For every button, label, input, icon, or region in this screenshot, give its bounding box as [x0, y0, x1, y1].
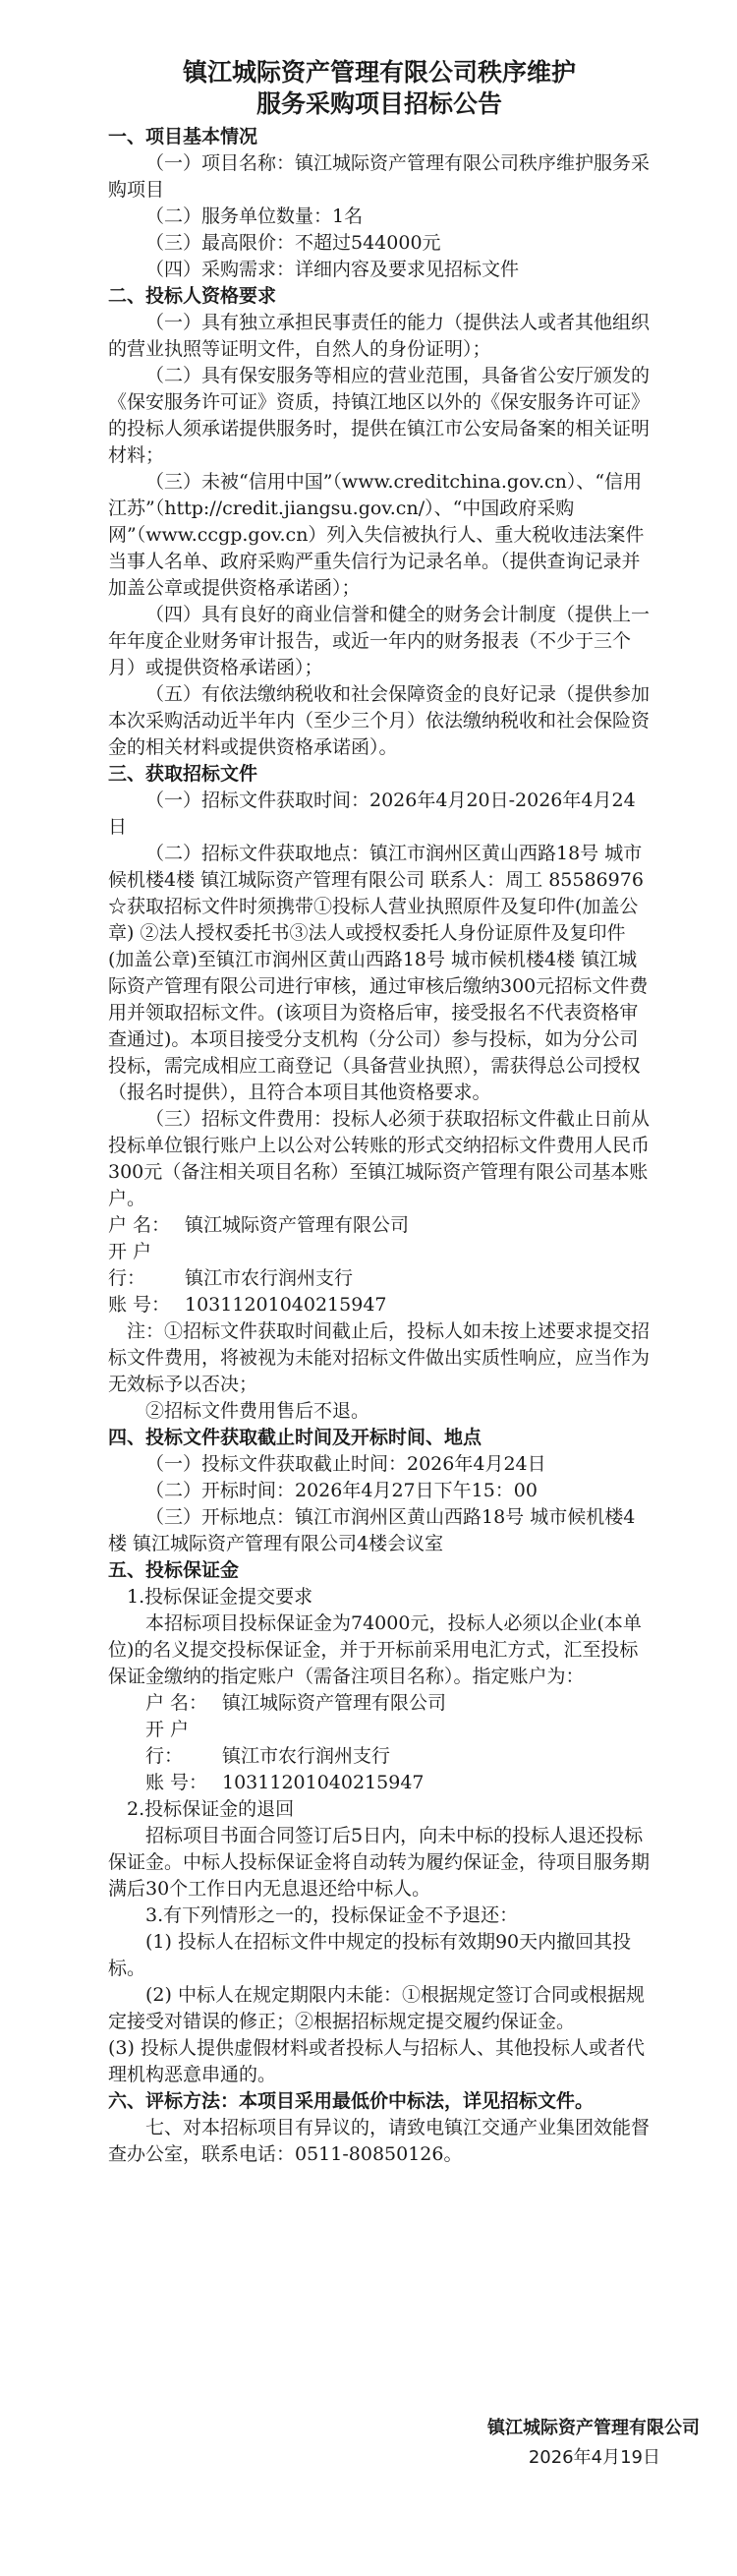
- section-7-objection: 七、对本招标项目有异议的，请致电镇江交通产业集团效能督查办公室，联系电话：0511-80850126。: [108, 2117, 651, 2165]
- deposit-subheading-1: 1.投标保证金提交要求: [127, 1586, 313, 1608]
- procurement-needs: （四）采购需求：详细内容及要求见招标文件: [145, 259, 520, 280]
- section-4-heading: 四、投标文件获取截止时间及开标时间、地点: [108, 1427, 482, 1448]
- signature-org: 镇江城际资产管理有限公司: [487, 2418, 700, 2438]
- qualification-3: （三）未被“信用中国”（www.creditchina.gov.cn）、“信用江苏”（http://credit.jiangsu.gov.cn/）、“中国政府采购网”（www.ccgp.gov.cn）列入失信被执行人、重大税收违法案件当事人名单、政府采购严重失信行为记录名单。（提供查询记录并加盖公章或提供资格承诺函）；: [108, 471, 645, 599]
- document-obtain-place: （二）招标文件获取地点：镇江市润州区黄山西路18号 城市候机楼4楼 镇江城际资产管理有限公司 联系人：周工 85586976: [108, 843, 644, 891]
- fee-account-bank-value: 镇江市农行润州支行: [185, 1267, 354, 1289]
- section-2-heading: 二、投标人资格要求: [108, 285, 277, 307]
- forfeit-condition-3: (3) 投标人提供虚假材料或者投标人与招标人、其他投标人或者代理机构恶意串通的。: [108, 2037, 645, 2085]
- qualification-1: （一）具有独立承担民事责任的能力（提供法人或者其他组织的营业执照等证明文件，自然人的身份证明）；: [108, 312, 651, 360]
- deposit-account-bank-value: 镇江市农行润州支行: [222, 1745, 391, 1767]
- opening-place: （三）开标地点：镇江市润州区黄山西路18号 城市候机楼4楼 镇江城际资产管理有限公司4楼会议室: [108, 1506, 636, 1554]
- fee-account-bank: [108, 1239, 651, 1292]
- fee-account-number: [108, 1292, 651, 1318]
- deposit-account-bank-label: 开 户 行：: [145, 1719, 190, 1767]
- section-3-heading: 三、获取招标文件: [108, 763, 258, 785]
- signature-date: 2026年4月19日: [528, 2447, 660, 2468]
- section-6-evaluation: 六、评标方法：本项目采用最低价中标法，详见招标文件。: [108, 2090, 595, 2112]
- deposit-account-number-value: 10311201040215947: [222, 1772, 425, 1793]
- document-fee: （三）招标文件费用：投标人必须于获取招标文件截止日前从投标单位银行账户上以公对公转账的形式交纳招标文件费用人民币300元（备注相关项目名称）至镇江城际资产管理有限公司基本账户。: [108, 1108, 651, 1209]
- page-title: [108, 57, 651, 120]
- fee-account-bank-label: 开 户 行：: [108, 1241, 152, 1289]
- fee-account-number-label: 账 号：: [108, 1294, 171, 1316]
- obtain-requirements-note: ☆获取招标文件时须携带①投标人营业执照原件及复印件(加盖公章) ②法人授权委托书③法人或授权委托人身份证原件及复印件(加盖公章)至镇江市润州区黄山西路18号 城市候机楼4楼 镇江城际资产管理有限公司进行审核，通过审核后缴纳300元招标文件费用并领取招标文件。(该项目为资格后审，接受报名不代表资格审查通过)。本项目接受分支机构（分公司）参与投标，如为分公司投标，需完成相应工商登记（具备营业执照），需获得总公司授权（报名时提供），且符合本项目其他资格要求。: [108, 896, 649, 1103]
- deposit-refund: 招标项目书面合同签订后5日内，向未中标的投标人退还投标保证金。中标人投标保证金将自动转为履约保证金，待项目服务期满后30个工作日内无息退还给中标人。: [108, 1825, 651, 1900]
- deposit-subheading-2: 2.投标保证金的退回: [127, 1798, 295, 1820]
- deposit-account-name-value: 镇江城际资产管理有限公司: [222, 1692, 447, 1714]
- deposit-subheading-3: 3.有下列情形之一的，投标保证金不予退还：: [145, 1904, 519, 1926]
- qualification-4: （四）具有良好的商业信誉和健全的财务会计制度（提供上一年年度企业财务审计报告，或近一年内的财务报表（不少于三个月）或提供资格承诺函）；: [108, 604, 651, 678]
- max-price: （三）最高限价：不超过544000元: [145, 232, 441, 254]
- forfeit-condition-1: (1) 投标人在招标文件中规定的投标有效期90天内撤回其投标。: [108, 1931, 632, 1979]
- fee-account-number-value: 10311201040215947: [185, 1294, 387, 1316]
- project-name: （一）项目名称：镇江城际资产管理有限公司秩序维护服务采购项目: [108, 152, 651, 201]
- deposit-account-name-label: 户 名：: [145, 1692, 208, 1714]
- fee-note-1: 注：①招标文件获取时间截止后，投标人如未按上述要求提交招标文件费用，将被视为未能对招标文件做出实质性响应，应当作为无效标予以否决；: [108, 1320, 651, 1395]
- forfeit-condition-2: (2) 中标人在规定期限内未能：①根据规定签订合同或根据规定接受对错误的修正；②根据招标规定提交履约保证金。: [108, 1984, 645, 2032]
- qualification-2: （二）具有保安服务等相应的营业范围，具备省公安厅颁发的《保安服务许可证》资质，持镇江地区以外的《保安服务许可证》的投标人须承诺提供服务时，提供在镇江市公安局备案的相关证明材料；: [108, 365, 651, 466]
- title-line-1: 镇江城际资产管理有限公司秩序维护: [182, 58, 576, 87]
- fee-account-name-label: 户 名：: [108, 1214, 171, 1236]
- deposit-account-number: [108, 1770, 651, 1796]
- deposit-account-number-label: 账 号：: [145, 1772, 208, 1793]
- service-quantity: （二）服务单位数量：1名: [145, 205, 364, 227]
- document-obtain-time: （一）招标文件获取时间：2026年4月20日-2026年4月24日: [108, 790, 636, 838]
- deposit-account-bank: [108, 1717, 651, 1770]
- deposit-account-name: [108, 1690, 651, 1717]
- deposit-requirement: 本招标项目投标保证金为74000元，投标人必须以企业(本单位)的名义提交投标保证金，并于开标前采用电汇方式，汇至投标保证金缴纳的指定账户（需备注项目名称）。指定账户为：: [108, 1612, 642, 1687]
- title-line-2: 服务采购项目招标公告: [255, 89, 502, 118]
- qualification-5: （五）有依法缴纳税收和社会保障资金的良好记录（提供参加本次采购活动近半年内（至少三个月）依法缴纳税收和社会保险资金的相关材料或提供资格承诺函）。: [108, 683, 651, 758]
- section-5-heading: 五、投标保证金: [108, 1559, 240, 1581]
- fee-account-name-value: 镇江城际资产管理有限公司: [185, 1214, 410, 1236]
- bid-deadline: （一）投标文件获取截止时间：2026年4月24日: [145, 1453, 546, 1475]
- opening-time: （二）开标时间：2026年4月27日下午15：00: [145, 1480, 538, 1501]
- fee-note-2: ②招标文件费用售后不退。: [145, 1400, 370, 1422]
- section-1-heading: 一、项目基本情况: [108, 126, 258, 147]
- fee-account-name: [108, 1212, 651, 1239]
